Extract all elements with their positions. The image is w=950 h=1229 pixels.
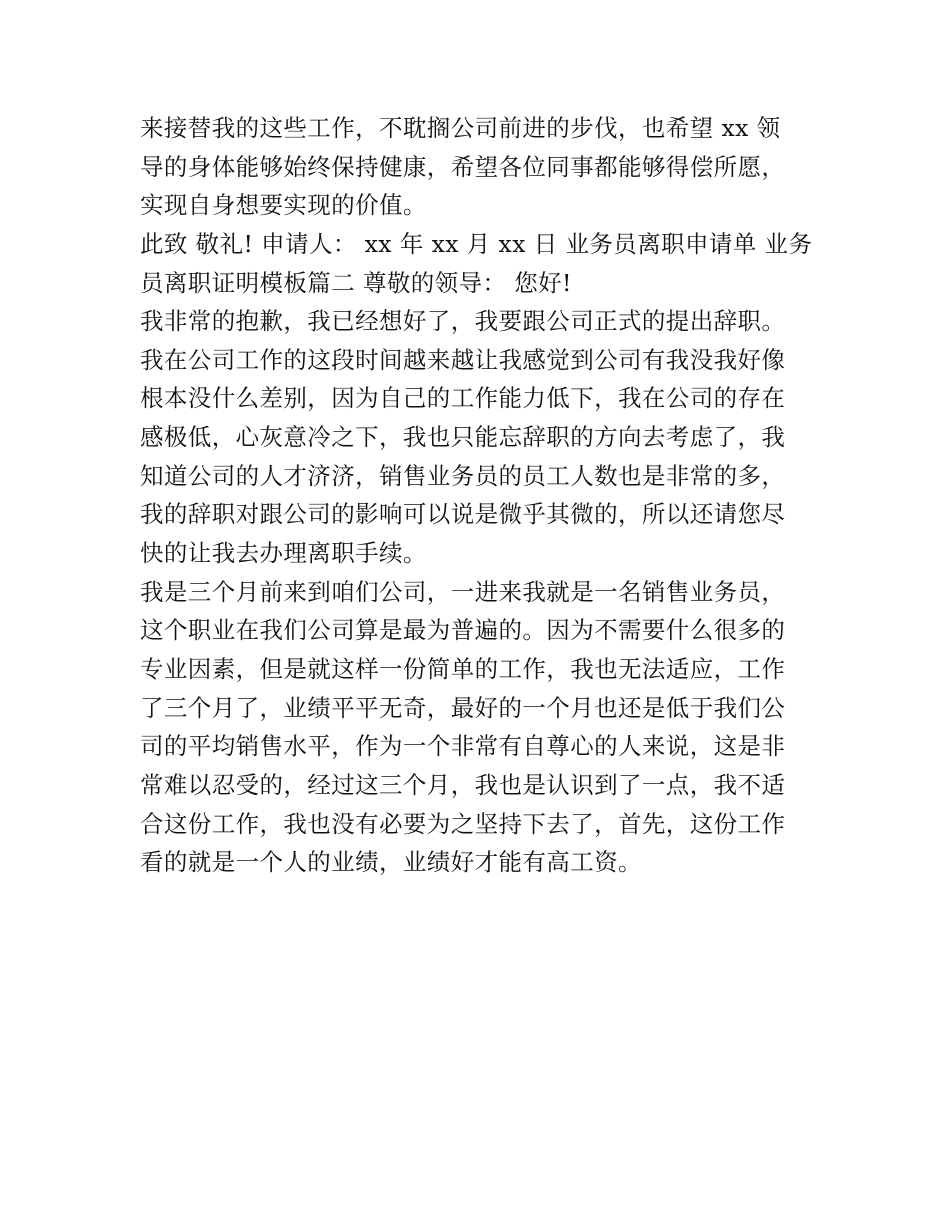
text-line: 我是三个月前来到咱们公司，一进来我就是一名销售业务员，: [140, 577, 786, 606]
text-line: 根本没什么差别，因为自己的工作能力低下，我在公司的存在: [140, 384, 786, 413]
text-line: 我在公司工作的这段时间越来越让我感觉到公司有我没我好像: [140, 345, 786, 374]
text-line: 专业因素，但是就这样一份简单的工作，我也无法适应，工作: [140, 654, 786, 683]
text-line: 我非常的抱歉，我已经想好了，我要跟公司正式的提出辞职。: [140, 307, 786, 336]
text-line: 实现自身想要实现的价值。: [140, 191, 427, 220]
text-line: 感极低，心灰意冷之下，我也只能忘辞职的方向去考虑了，我: [140, 423, 786, 452]
text-line: 导的身体能够始终保持健康，希望各位同事都能够得偿所愿，: [140, 152, 786, 181]
text-line: 常难以忍受的，经过这三个月，我也是认识到了一点，我不适: [140, 770, 786, 799]
text-line: 此致 敬礼! 申请人： xx 年 xx 月 xx 日 业务员离职申请单 业务: [140, 229, 813, 258]
text-line: 看的就是一个人的业绩，业绩好才能有高工资。: [140, 848, 642, 877]
text-line: 来接替我的这些工作，不耽搁公司前进的步伐，也希望 xx 领: [140, 114, 781, 142]
text-line: 知道公司的人才济济，销售业务员的员工人数也是非常的多，: [140, 461, 786, 490]
text-line: 我的辞职对跟公司的影响可以说是微乎其微的，所以还请您尽: [140, 500, 786, 529]
text-line: 合这份工作，我也没有必要为之坚持下去了，首先，这份工作: [140, 809, 786, 838]
text-line: 了三个月了，业绩平平无奇，最好的一个月也还是低于我们公: [140, 693, 786, 722]
document-body: [140, 109, 812, 882]
text-line: 这个职业在我们公司算是最为普遍的。因为不需要什么很多的: [140, 616, 786, 645]
text-line: 员离职证明模板篇二 尊敬的领导： 您好!: [140, 268, 572, 297]
text-line: 快的让我去办理离职手续。: [140, 539, 427, 568]
text-line: 司的平均销售水平，作为一个非常有自尊心的人来说，这是非: [140, 732, 786, 761]
